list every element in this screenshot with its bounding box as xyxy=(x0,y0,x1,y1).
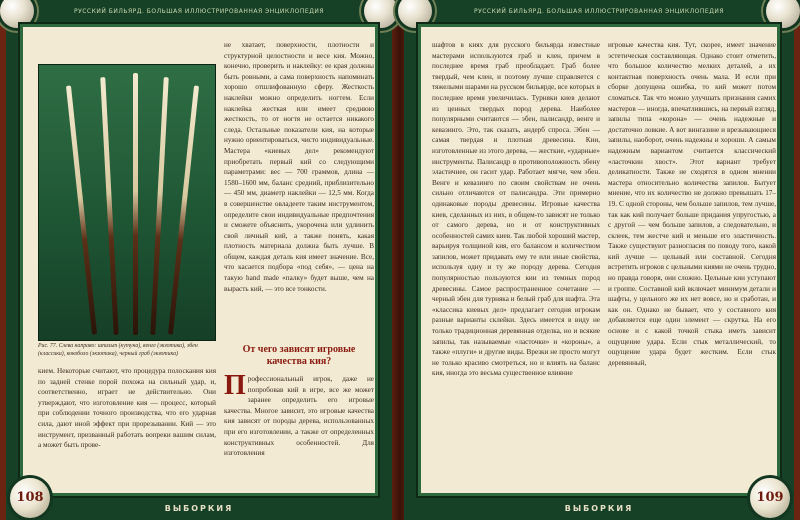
left-running-header: РУССКИЙ БИЛЬЯРД. БОЛЬШАЯ ИЛЛЮСТРИРОВАННАЯ ЭНЦИКЛОПЕДИЯ xyxy=(73,8,325,15)
dropcap-paragraph xyxy=(224,374,374,482)
right-left-column: шафтов в киях для русского бильярда известные мастерами используются граб и клен, причем в последнее время граб преобладает. Граб более твердый, чем клен, и поэтому лучше справляется с тяжелыми шарами на русском бильярде, все которых в последнее время увеличилась. Турняки киев делают из ценных твердых пород дерева. Наиболее популярными считаются — эбен, палисандр, венге и кевазинго. Это, так сказать, андерб спроса. Эбен — самая твердая и плотная древесина. Кии, изготовленные из этого дерева, — жесткие, «ударные» инструменты. Палисандр в противоположность эбену эластичнее, он гасит удар. Работает мягче, чем эбен. Венге и кевазинго по своим свойствам не очень сильно отличаются от палисандра. Эти примерно одинаковые породы древесины. Игровые качества киев, сделанных из них, в общем-то зависят не только от самого дерева, но и от конструктивных особенностей самих киев. Так любой хороший мастер, варьируя толщиной кия, его балансом и количеством запилов, может придавать ему те или иные свойства, используя одну и ту же породу дерева. Сегодня популярностью пользуются кии из темных пород древесины. Самое распространенное сочетание — черный эбен для турняка и белый граб для шафта. Эта «классика киевых дел» предлагает сегодня игрокам разные варианты склейки. Здесь имеется в виду не только традиционная деревянная отделка, но и всякие запилы, так называемые «ласточки» и «короны», а также «плуги» и другие виды. Врезки не просто могут не только красиво смотреться, но и влиять на баланс кия, иногда это весьма существенное влияние xyxy=(432,41,600,378)
cue-stick xyxy=(66,85,97,334)
left-bottom-column: кием. Некоторые считают, что процедура полоскания кия по задней стенке порой похожа на сильный удар, и, соответственно, играет не действительно. Они утверждают, что изготовление кия — процесс, который при соблюдении точного производства, что его ударная сила, дают иной эффект при прорезывании. Кий — это инструмент, призванный работать вопреки вашим силам, а может быть прове- xyxy=(38,367,216,450)
left-footer: ВЫБОРКИЯ xyxy=(164,504,234,513)
right-right-column: игровые качества кия. Тут, скорее, имеет значение эстетическая составляющая. Однако стоит отметить, что большое количество мелких деталей, а их контактная поверхность очень мала. И если при сборке допущена ошибка, то кий может потом сломаться. Так что можно улучшать признания самих мастеров — иногда, впечатлившись, на первый взгляд, запилы типа «корона» — очень надежные и достаточно ловкие. А вот вингазине и врезывающиеся запилы, наоборот, очень надежны и хороши. А самым надежным вариантом считается классический «ласточкин хвост». Этот вариант требует деликатности. Также не сходятся в одном мнении мастера относительно количества запилов. Бытует мнение, что их количество не должно превышать 17–19. С одной стороны, чем больше запилов, тем лучше, так как кий получает больше придания упругостью, а с другой — чем больше запилов, а следовательно, и склеек, тем жестче кий и меньше его эластичность. Также существуют разногласия по поводу того, какой кий лучше — цельный или составной. Сегодня встретить игроков с цельными киями не очень трудно, но правда говоря, они сложно. Цельные кии уступают и гроппе. Составной кий включает минимум детали и шафты, у цельного же их нет вовсе, но и сработан, и как он. Однако не бывает, что у составного кия добавляется еще один элемент — скрутка. На его основе и с какой точкой стыка иметь зависит ощущение удара. Если стык металлический, то ощущение удара будет жестким. Если стык деревянный, xyxy=(608,41,776,367)
page-number-right: 109 xyxy=(750,478,790,518)
right-footer: ВЫБОРКИЯ xyxy=(564,504,634,513)
photo-caption: Рис. 77. Слева направо: шпальт (кутуна), венге (экзотика), эбен (классика), кокоболо (экзотика), черный граб (экзотика) xyxy=(38,343,198,357)
left-page-content xyxy=(18,22,380,498)
page-number-left: 108 xyxy=(10,478,50,518)
dropcap: П xyxy=(224,374,246,401)
cue-stick xyxy=(133,73,138,335)
right-page-content xyxy=(416,22,782,498)
cue-stick xyxy=(168,85,199,334)
section-heading: От чего зависят игровые качества кия? xyxy=(242,344,356,367)
cue-photo xyxy=(38,64,216,341)
dropcap-text: рофессиональный игрок, даже не попробовав кий в игре, все же может заранее определить его игровые качества. Многое зависит, это игровые качества кия зависят от породы дерева, использованных при его изготовлении, а также от определенных конструктивных особенностей. Для изготовления xyxy=(224,375,374,458)
cue-stick xyxy=(100,77,118,335)
left-page xyxy=(6,0,392,520)
cue-stick xyxy=(150,77,168,335)
right-running-header: РУССКИЙ БИЛЬЯРД. БОЛЬШАЯ ИЛЛЮСТРИРОВАННАЯ ЭНЦИКЛОПЕДИЯ xyxy=(473,8,725,15)
left-right-column: не хватает, поверхности, плотности и структурной целостности и весе кия. Можно, конечно, проверить и наклейку: ее края должны быть ровными, а сама поверхность напоминать хорошо отшлифованную сферу. Жесткость наклейки можно определить ногтем. Если наклейка жесткая или имеет среднюю жесткость, то от ногтя не остается никакого следа. Остальные показатели кия, на которые нужно ориентироваться, чисто индивидуальные. Мастера «киевых дел» рекомендуют приобретать первый кий со следующими параметрами: вес — 700 граммов, длина — 1580–1600 мм, баланс средний, приблизительно — 450 мм, диаметр наклейки — 12,5 мм. Когда в совершенстве овладеете таким инструментом, определите свои индивидуальные предпочтения и сможете объяснить, укорочена или удлинить свой личный кий, а также понять, какая плотность материала должна быть лучше. В общем, каждая деталь кия имеет значение. Все, что касается подбора «под себя», — цена на такую hand made «палку» будет выше, чем на вырасть кий, — это все тонкости. xyxy=(224,41,374,293)
right-page xyxy=(404,0,794,520)
